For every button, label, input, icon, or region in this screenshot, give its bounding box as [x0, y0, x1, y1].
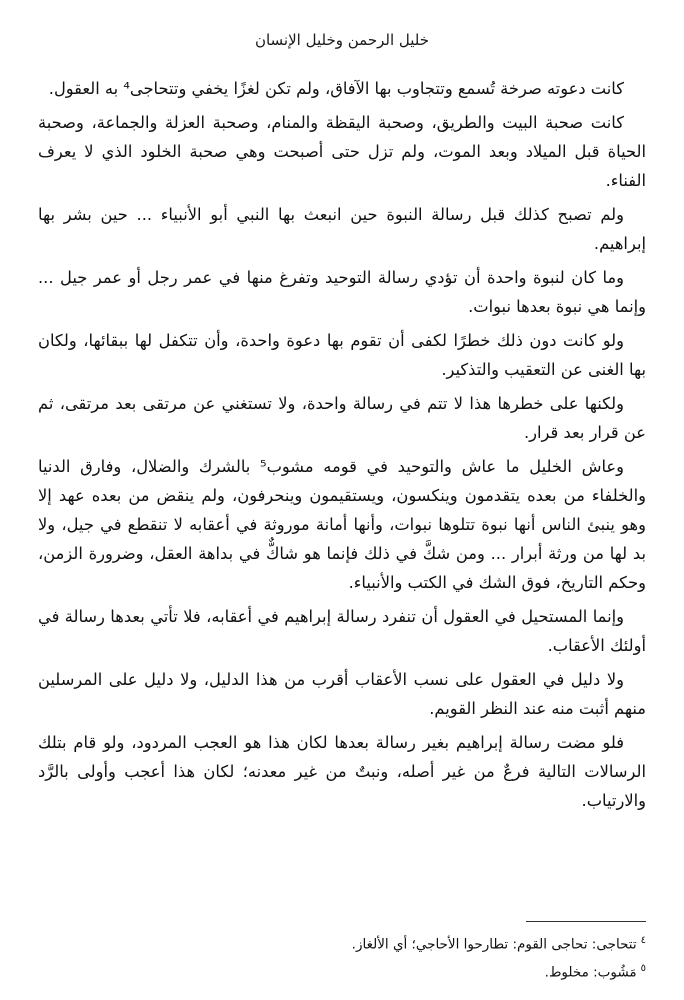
paragraph: ولكنها على خطرها هذا لا تتم في رسالة واحدة، ولا تستغني عن مرتقى بعد مرتقى، ثم عن قرار بعد قرار.	[38, 394, 646, 442]
footnote-marker: ٥	[640, 962, 646, 974]
footnotes	[38, 929, 646, 984]
paragraph: وعاش الخليل ما عاش والتوحيد في قومه مشوب⁵ بالشرك والضلال، وفارق الدنيا والخلفاء من بعده يتقدمون وينكسون، ويستقيمون وينحرفون، ولم ينقض من بعده عهد إلا وهو ينبئ الناس أنها نبوة تتلوها نبوات، وأنها أمانة موروثة في أعقابه لا تنقطع في جيل، ولا بد لها من ورثة أبرار ... ومن شكَّ في ذلك فإنما هو شاكٌّ في بداهة العقل، وضرورة الزمن، وحكم التاريخ، فوق الشك في الكتب والأنبياء.	[38, 457, 646, 592]
body-text	[38, 74, 646, 815]
paragraph: ولو كانت دون ذلك خطرًا لكفى أن تقوم بها دعوة واحدة، وأن تتكفل لها ببقائها، ولكان بها الغنى عن التعقيب والتذكير.	[38, 331, 646, 379]
paragraph: كانت صحبة البيت والطريق، وصحبة اليقظة والمنام، وصحبة العزلة والجماعة، وصحبة الحياة قبل الميلاد وبعد الموت، ولم تزل حتى أصبحت وهي صحبة الخلود الذي لا يعرف الفناء.	[38, 113, 646, 190]
paragraph: وما كان لنبوة واحدة أن تؤدي رسالة التوحيد وتفرغ منها في عمر رجل أو عمر جيل ... وإنما هي نبوة بعدها نبوات.	[38, 268, 646, 316]
footnote-divider	[526, 921, 646, 922]
footnote-text: تتحاجى: تحاجى القوم: تطارحوا الأحاجي؛ أي الألغاز.	[351, 936, 637, 953]
footnote-marker: ٤	[640, 935, 646, 946]
footnote-text: مَشُوب: مخلوط.	[544, 964, 637, 980]
footnote	[38, 957, 646, 985]
paragraph: وإنما المستحيل في العقول أن تنفرد رسالة إبراهيم في أعقابه، فلا تأتي بعدها رسالة في أولئك الأعقاب.	[38, 607, 646, 655]
paragraph: كانت دعوته صرخة تُسمع وتتجاوب بها الآفاق، ولم تكن لغزًا يخفي وتتحاجى⁴ به العقول.	[48, 79, 624, 98]
paragraph: ولم تصبح كذلك قبل رسالة النبوة حين انبعث بها النبي أبو الأنبياء ... حين بشر بها إبراهيم.	[38, 205, 646, 253]
footnote	[38, 929, 646, 957]
paragraph: ولا دليل في العقول على نسب الأعقاب أقرب من هذا الدليل، ولا دليل على المرسلين منهم أثبت منه عند النظر القويم.	[38, 670, 646, 718]
paragraph: فلو مضت رسالة إبراهيم بغير رسالة بعدها لكان هذا هو العجب المردود، ولو قام بتلك الرسالات التالية فرعٌ من غير أصله، ونبتٌ من غير معدنه؛ لكان هذا أعجب وأولى بالرَّد والارتياب.	[38, 733, 646, 810]
running-header: خليل الرحمن وخليل الإنسان	[254, 31, 430, 49]
